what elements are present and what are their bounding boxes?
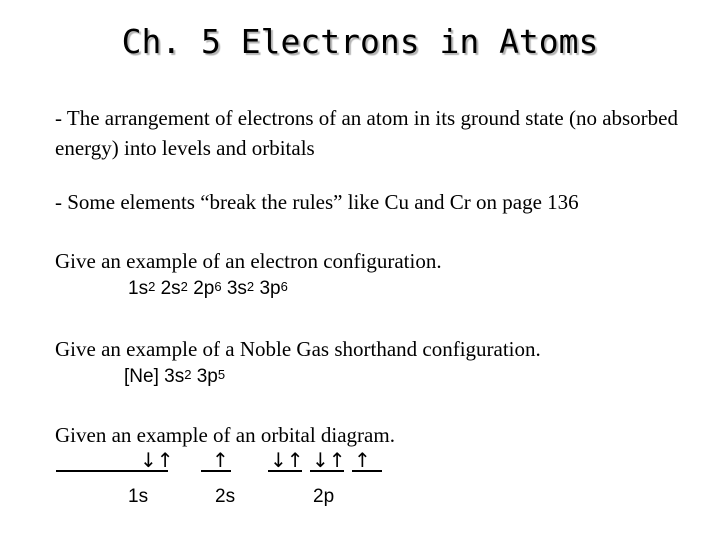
config-term: $1s^2$ [128,278,156,299]
orbital-label-2p: 2p [313,486,335,507]
config-term: $2p^6$ [193,278,222,299]
definition-paragraph: - The arrangement of electrons of an atom in its ground state (no absorbed energy) into levels and orbitals [55,106,678,160]
config-term: $3s^2$ [226,278,255,299]
electron-arrows: ↓↑ [312,448,346,472]
config-term: $3p^6$ [259,278,288,299]
electron-config-prompt: Give an example of an electron configuration. [55,249,442,273]
exceptions-paragraph: - Some elements “break the rules” like Cu and Cr on page 136 [55,190,579,214]
slide-title: Ch. 5 Electrons in Atoms [121,22,599,61]
config-term: $2s^2$ [160,278,188,299]
electron-arrows: ↑ [354,448,371,472]
noble-gas-prompt: Give an example of a Noble Gas shorthand configuration. [55,337,541,361]
config-term: $3s^2$ [164,366,192,387]
config-term: $3p^5$ [196,366,226,387]
electron-arrows: ↓↑ [270,448,304,472]
electron-arrows: ↑ [212,448,229,472]
electron-arrows: ↓↑ [140,448,174,472]
orbital-diagram-prompt: Given an example of an orbital diagram. [55,423,395,447]
noble-gas-core: [Ne] [124,366,159,387]
noble-gas-configuration [124,366,225,388]
electron-configuration [128,278,288,300]
orbital-label-2s: 2s [215,486,236,507]
orbital-label-1s: 1s [128,486,149,507]
